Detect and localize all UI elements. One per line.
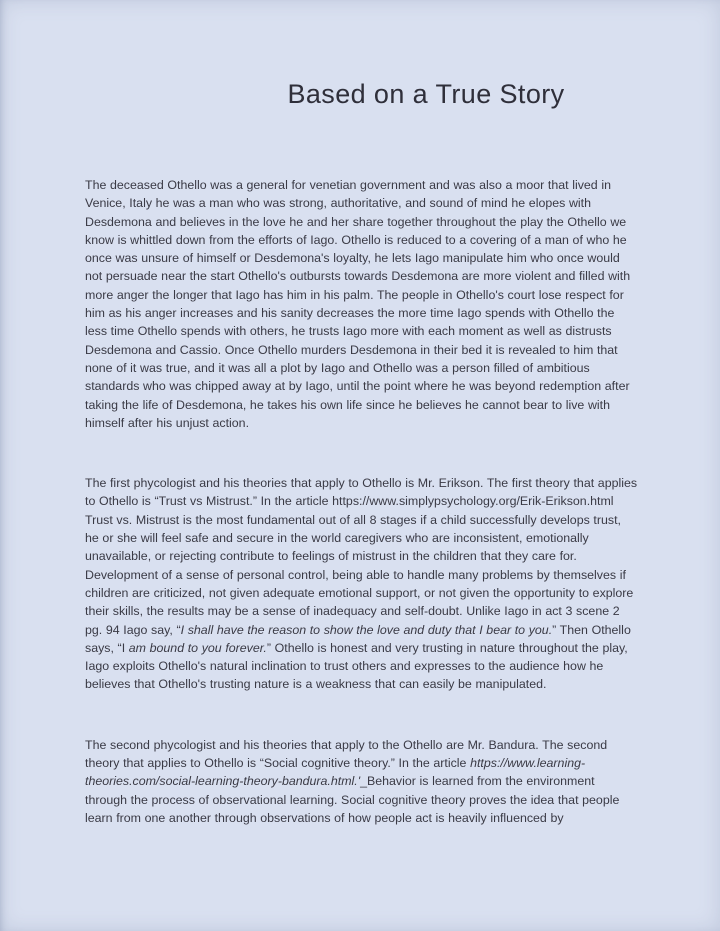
text-run: _Behavior is learned from the environment through the process of observational learning. Social cognitive theory proves the idea that people learn from one another through observations of how people act is heavily influenced by (85, 774, 620, 825)
text-run: ” Then Othello says, “I (85, 622, 631, 655)
text-run: The second phycologist and his theories that apply to the Othello are Mr. Bandura. The second theory that applies to Othello is “Social cognitive theory.” In the article (85, 737, 608, 771)
paragraph-1 (85, 176, 638, 432)
paragraph-2 (85, 474, 638, 694)
italic-text-run: I shall have the reason to show the love and duty that I bear to you. (180, 622, 553, 637)
paragraph-3 (85, 736, 638, 827)
text-run: The deceased Othello was a general for venetian government and was also a moor that lived in Venice, Italy he was a man who was strong, authoritative, and sound of mind he elopes with Desdemona and believes in the love he and her share together throughout the play the Othello we know is whittled down from the efforts of Iago. Othello is reduced to a covering of a man of who he once was unsure of himself or Desdemona's loyalty, he lets Iago manipulate him who once would not persuade near the start Othello's outbursts towards Desdemona are more violent and filled with more anger the longer that Iago has him in his palm. The people in Othello's court lose respect for him as his anger increases and his sanity decreases the more time Iago spends with Othello the less time Othello spends with others, he trusts Iago more with each moment as well as distrusts Desdemona and Cassio. Once Othello murders Desdemona in their bed it is revealed to him that none of it was true, and it was all a plot by Iago and Othello was a person filled of ambitious standards who was chipped away at by Iago, until the point where he was beyond redemption after taking the life of Desdemona, he takes his own life since he believes he cannot bear to live with himself after his unjust action. (85, 178, 631, 430)
page-title: Based on a True Story (287, 79, 565, 109)
italic-text-run: https://www.learning-theories.com/social-learning-theory-bandura.html.' (85, 756, 586, 789)
text-run: ” Othello is honest and very trusting in nature throughout the play, Iago exploits Othello's natural inclination to trust others and expresses to the audience how he believes that Othello's trusting nature is a weakness that can easily be manipulated. (85, 640, 628, 692)
essay-body (85, 176, 638, 827)
italic-text-run: am bound to you forever. (128, 640, 267, 655)
text-run: The first phycologist and his theories that apply to Othello is Mr. Erikson. The first theory that applies to Othello is “Trust vs Mistrust.” In the article https://www.simplypsychology.org/Erik-Erikson.html Trust vs. Mistrust is the most fundamental out of all 8 stages if a child successfully develops trust, he or she will feel safe and secure in the world caregivers who are inconsistent, emotionally unavailable, or rejecting contribute to feelings of mistrust in the children that they care for. Development of a sense of personal control, being able to handle many problems by themselves if children are criticized, not given adequate emotional support, or not given the opportunity to explore their skills, the results may be a sense of inadequacy and self-doubt. Unlike Iago in act 3 scene 2 pg. 94 Iago say, “ (85, 476, 638, 637)
